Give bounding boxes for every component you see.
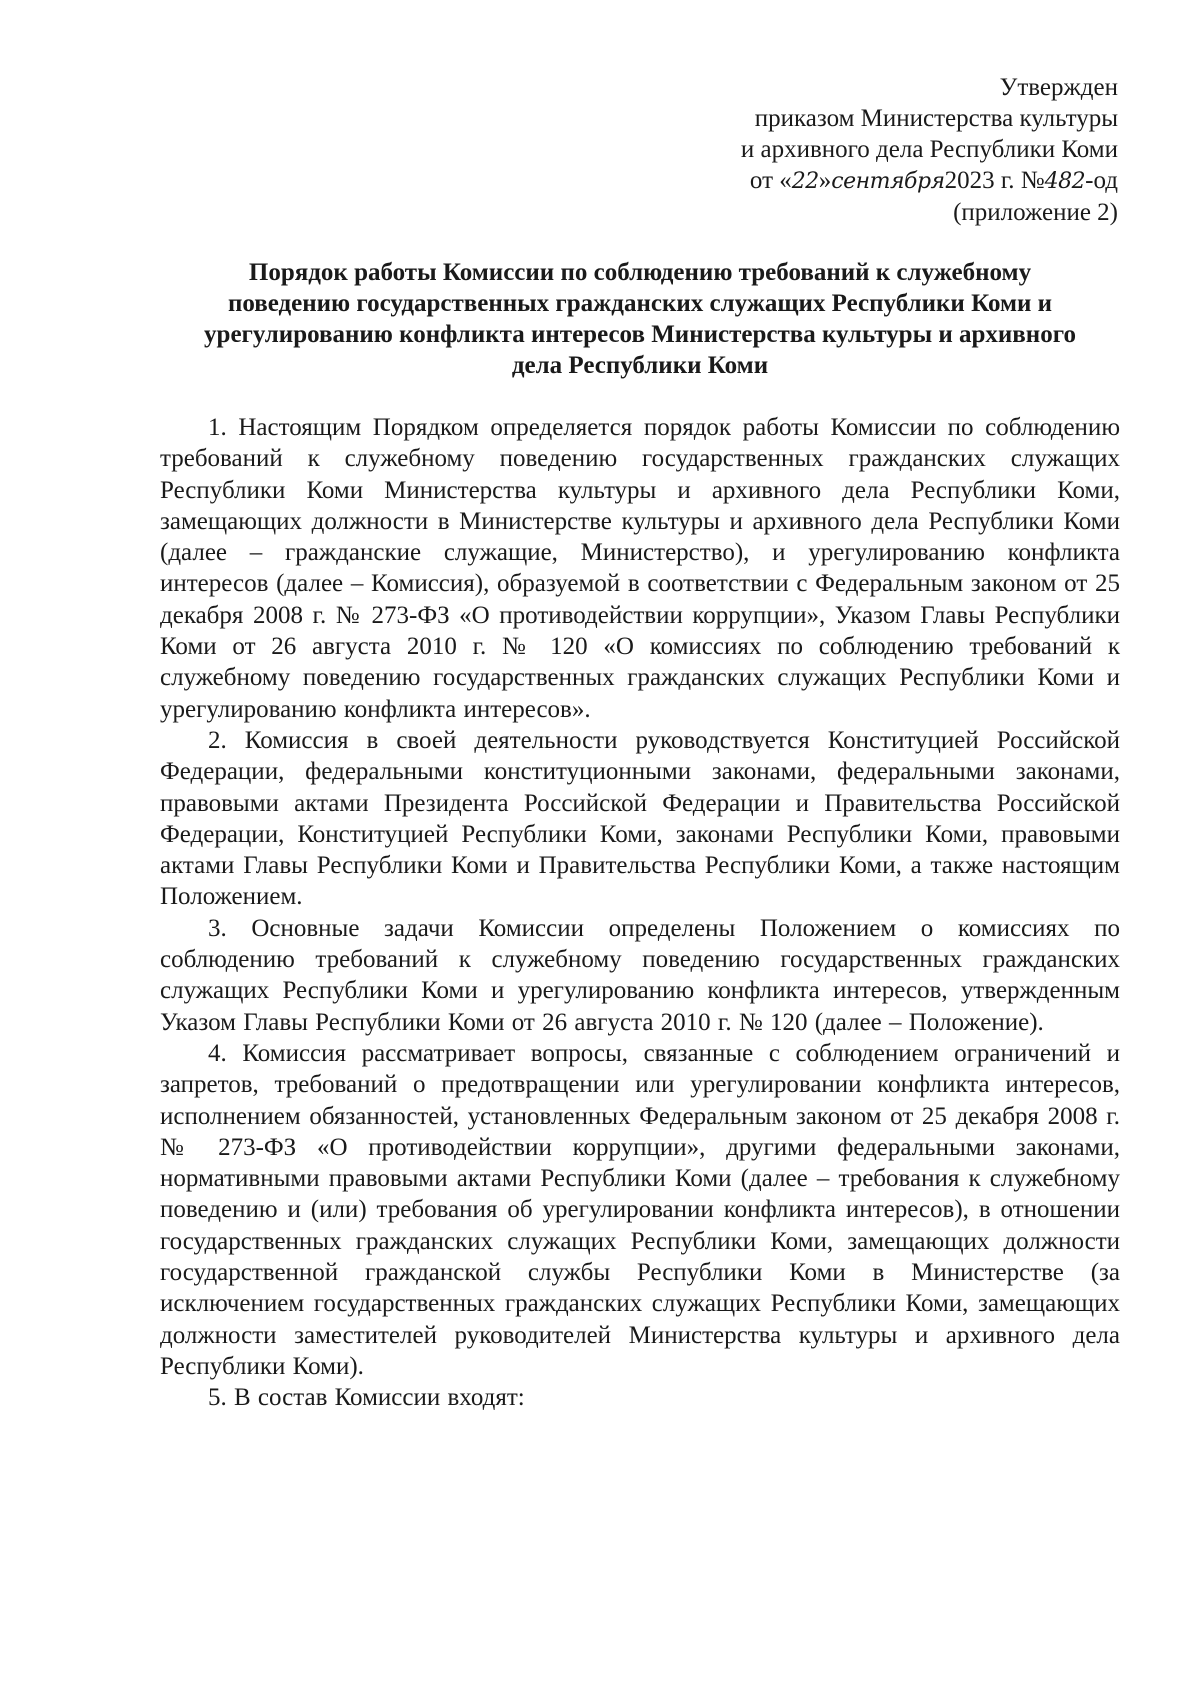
handwritten-day: 22	[791, 169, 819, 194]
paragraph-5: 5. В состав Комиссии входят:	[208, 1384, 525, 1412]
approval-date-quote: »	[818, 167, 832, 194]
title-line: дела Республики Коми	[511, 352, 769, 379]
paragraph-4: 4. Комиссия рассматривает вопросы, связанные с соблюдением ограничений и запретов, требований о предотвращении или урегулировании конфликта интересов, исполнением обязанностей, установленных Федеральным законом от 25 декабря 2008 г. № 273-ФЗ «О противодействии коррупции», другими федеральными законами, нормативными правовыми актами Республики Коми (далее – требования к служебному поведению и (или) требования об урегулировании конфликта интересов), в отношении государственных гражданских служащих Республики Коми, замещающих должности государственной гражданской службы Республики Коми в Министерстве (за исключением государственных гражданских служащих Республики Коми, замещающих должности заместителей руководителей Министерства культуры и архивного дела Республики Коми).	[160, 1039, 1120, 1380]
approval-year: 2023 г. №	[944, 167, 1045, 194]
paragraph-2: 2. Комиссия в своей деятельности руководствуется Конституцией Российской Федерации, федеральными конституционными законами, федеральными законами, правовыми актами Президента Российской Федерации и Правительства Российской Федерации, Конституцией Республики Коми, законами Республики Коми, правовыми актами Главы Республики Коми и Правительства Республики Коми, а также настоящим Положением.	[160, 726, 1120, 911]
approval-date-prefix: от «	[749, 167, 792, 194]
handwritten-month: сентября	[831, 169, 945, 194]
approval-order-line: приказом Министерства культуры	[754, 105, 1118, 132]
approval-ministry-line: и архивного дела Республики Коми	[740, 136, 1118, 163]
approval-stamp	[741, 72, 1118, 228]
approval-date-line	[741, 165, 1118, 197]
title-line: Порядок работы Комиссии по соблюдению требований к служебному	[248, 259, 1032, 286]
approval-number-suffix: -од	[1085, 167, 1118, 194]
title-line: урегулированию конфликта интересов Министерства культуры и архивного	[204, 321, 1076, 348]
title-line: поведению государственных гражданских служащих Республики Коми и	[227, 290, 1053, 317]
paragraph-1: 1. Настоящим Порядком определяется порядок работы Комиссии по соблюдению требований к служебному поведению государственных гражданских служащих Республики Коми Министерства культуры и архивного дела Республики Коми, замещающих должности в Министерстве культуры и архивного дела Республики Коми (далее – гражданские служащие, Министерство), и урегулированию конфликта интересов (далее – Комиссия), образуемой в соответствии с Федеральным законом от 25 декабря 2008 г. № 273-ФЗ «О противодействии коррупции», Указом Главы Республики Коми от 26 августа 2010 г. № 120 «О комиссиях по соблюдению требований к служебному поведению государственных гражданских служащих Республики Коми и урегулированию конфликта интересов».	[160, 414, 1120, 723]
document-title	[160, 257, 1120, 381]
document-body	[160, 412, 1120, 1414]
approval-appendix-line: (приложение 2)	[953, 199, 1118, 226]
paragraph-3: 3. Основные задачи Комиссии определены Положением о комиссиях по соблюдению требований к служебному поведению государственных гражданских служащих Республики Коми и урегулированию конфликта интересов, утвержденным Указом Главы Республики Коми от 26 августа 2010 г. № 120 (далее – Положение).	[160, 914, 1120, 1036]
approval-heading: Утвержден	[999, 74, 1118, 101]
handwritten-number: 482	[1044, 169, 1086, 194]
